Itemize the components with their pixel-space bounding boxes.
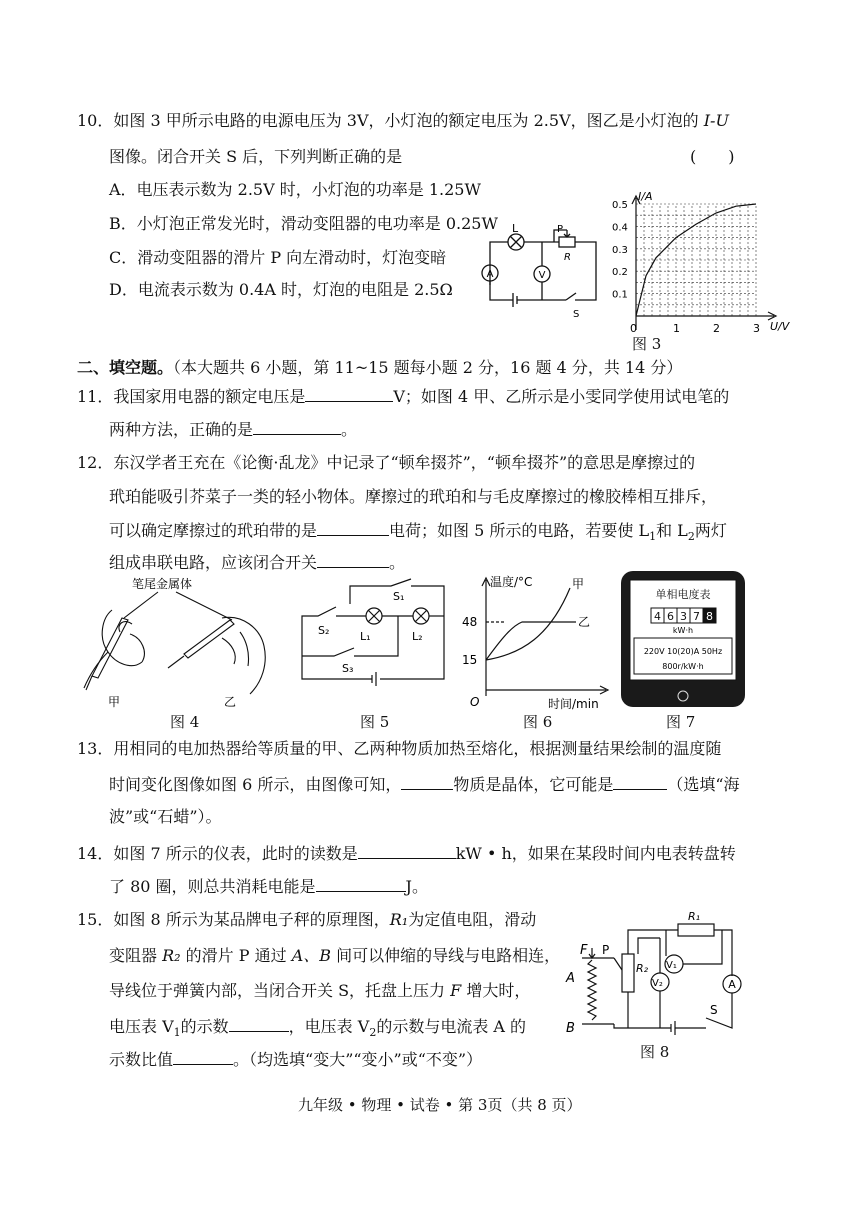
fig8-slider-label: P (602, 943, 610, 957)
fig5-s3: S₃ (342, 662, 354, 675)
fig5-caption: 图 5 (360, 713, 390, 731)
fig8-v2-label: V₂ (652, 978, 663, 989)
fig7-caption: 图 7 (666, 713, 696, 731)
y-tick-label: 0.3 (612, 244, 628, 256)
fig6-y-axis-label: 温度/°C (490, 575, 533, 589)
fig6-series-yi: 乙 (578, 615, 591, 629)
fig5-circuit (296, 576, 456, 706)
fig6-tick-48: 48 (462, 615, 478, 629)
fig6-tick-15: 15 (462, 653, 478, 667)
fig7-title: 单相电度表 (655, 588, 711, 601)
fig8-ammeter-label: A (728, 978, 736, 991)
q11-line2: 两种方法，正确的是 。 (109, 420, 358, 439)
fig8-v1-label: V₁ (666, 960, 677, 971)
fig8-r1-label: R₁ (688, 910, 701, 923)
fig3-slider-label: P (557, 224, 564, 235)
x-tick-label: 2 (713, 322, 720, 335)
fig8-caption: 图 8 (640, 1043, 670, 1061)
meter-digit: 7 (693, 610, 700, 623)
fig3-circuit (476, 220, 606, 320)
fig6-series-jia: 甲 (572, 577, 585, 591)
fig3-rheostat-label: R (564, 252, 571, 263)
fig4-label: 笔尾金属体 (132, 577, 193, 591)
fig6-x-axis-label: 时间/min (548, 697, 599, 711)
fig3-lamp-label: L (512, 222, 519, 235)
fig3-iu-chart (612, 190, 802, 340)
fig6-temp-chart (462, 566, 612, 711)
q10-option-b: B．小灯泡正常发光时，滑动变阻器的电功率是 0.25W (109, 214, 498, 233)
fig3-x-axis-label: U/V (770, 320, 790, 333)
fig3-voltmeter-label: V (538, 270, 546, 281)
fig3-caption: 图 3 (632, 335, 662, 353)
q15-line1: 15．如图 8 所示为某品牌电子秤的原理图，R₁为定值电阻，滑动 (77, 910, 537, 929)
fig3-switch-label: S (573, 309, 580, 320)
q15-line4: 电压表 $V_1$的示数 ，电压表 $V_2$的示数与电流表 A 的 (109, 1017, 527, 1040)
fig4-caption: 图 4 (170, 713, 200, 731)
q15-line3: 导线位于弹簧内部，当闭合开关 S，托盘上压力 F 增大时， (109, 981, 531, 1000)
fig3-y-axis-label: I/A (638, 190, 653, 203)
fig5-l2: L₂ (412, 630, 423, 643)
q13-line2: 时间变化图像如图 6 所示，由图像可知， 物质是晶体，它可能是 （选填“海 (109, 775, 740, 794)
q15-line5: 示数比值 。（均选填“变大”“变小”或“不变”） (109, 1050, 483, 1069)
fig7-spec1: 220V 10(20)A 50Hz (643, 647, 723, 656)
fig6-origin: O (470, 695, 480, 709)
y-tick-label: 0.5 (612, 200, 628, 211)
fig7-spec2: 800r/kW·h (662, 662, 704, 671)
q10-option-d: D．电流表示数为 0.4A 时，灯泡的电阻是 2.5Ω (109, 280, 453, 299)
fig8-r2-label: R₂ (636, 962, 649, 975)
q12-line3: 可以确定摩擦过的玳珀带的是 电荷；如图 5 所示的电路，若要使 $L_1$和 $L_2$两灯 (109, 521, 727, 544)
fig7-energy-meter (620, 570, 746, 708)
page-footer: 九年级 • 物理 • 试卷 • 第 3页（共 8 页） (298, 1096, 582, 1114)
q11-line1: 11．我国家用电器的额定电压是 V；如图 4 甲、乙所示是小雯同学使用试电笔的 (77, 387, 730, 406)
fig6-caption: 图 6 (523, 713, 553, 731)
q13-line3: 波”或“石蜡”）。 (109, 807, 222, 826)
q10-option-c: C．滑动变阻器的滑片 P 向左滑动时，灯泡变暗 (109, 248, 447, 267)
meter-digit: 6 (667, 610, 674, 623)
meter-digits (651, 608, 716, 623)
q14-line2: 了 80 圈，则总共消耗电能是 J。 (109, 877, 428, 896)
fig3-ammeter-label: A (486, 269, 494, 280)
y-tick-label: 0.1 (612, 289, 628, 301)
y-tick-label: 0.4 (612, 222, 628, 234)
answer-bracket: ( ) (690, 147, 735, 166)
q12-line2: 玳珀能吸引芥菜子一类的轻小物体。摩擦过的玳珀和与毛皮摩擦过的橡胶棒相互排斥， (109, 487, 718, 506)
fig3-origin-label: 0 (630, 322, 637, 335)
fig5-l1: L₁ (360, 630, 371, 643)
q10-line2: 图像。闭合开关 S 后，下列判断正确的是 (109, 147, 403, 166)
q14-line1: 14．如图 7 所示的仪表，此时的读数是 kW • h，如果在某段时间内电表转盘转 (77, 844, 736, 863)
q10-option-a: A．电压表示数为 2.5V 时，小灯泡的功率是 1.25W (109, 180, 481, 199)
series-jia-line (486, 588, 570, 660)
series-yi-line (486, 622, 576, 660)
fig8-b-label: B (566, 1021, 575, 1036)
fig8-scale-circuit (562, 910, 754, 1040)
y-tick-label: 0.2 (612, 267, 628, 279)
fig8-a-label: A (566, 971, 575, 986)
q13-line1: 13．用相同的电加热器给等质量的甲、乙两种物质加热至熔化，根据测量结果绘制的温度随 (77, 739, 722, 758)
fig4-yi-label: 乙 (224, 695, 237, 709)
q15-line2: 变阻器 R₂ 的滑片 P 通过 A、B 间可以伸缩的导线与电路相连， (109, 946, 561, 965)
meter-digit: 3 (680, 610, 687, 623)
fig4-jia-label: 甲 (108, 695, 121, 709)
meter-digit: 4 (654, 610, 661, 623)
fig7-unit: kW·h (672, 626, 694, 635)
meter-digit: 8 (706, 610, 713, 623)
fig5-s1: S₁ (393, 590, 405, 603)
x-tick-label: 3 (753, 322, 760, 335)
fig5-s2: S₂ (318, 624, 330, 637)
fig8-force-label: F (580, 943, 588, 958)
x-tick-label: 1 (673, 322, 680, 335)
q10-line1: 10．如图 3 甲所示电路的电源电压为 3V，小灯泡的额定电压为 2.5V，图乙是小灯泡的 I-U (77, 111, 729, 130)
q12-line4: 组成串联电路，应该闭合开关 。 (109, 553, 406, 572)
q12-line1: 12．东汉学者王充在《论衡·乱龙》中记录了“顿牟掇芥”，“顿牟掇芥”的意思是摩擦过的 (77, 453, 696, 472)
section2-heading: 二、填空题。（本大题共 6 小题，第 11~15 题每小题 2 分，16 题 4 分，共 14 分） (77, 358, 683, 377)
fig4-test-pencil (72, 578, 297, 718)
fig8-switch-label: S (710, 1003, 718, 1017)
